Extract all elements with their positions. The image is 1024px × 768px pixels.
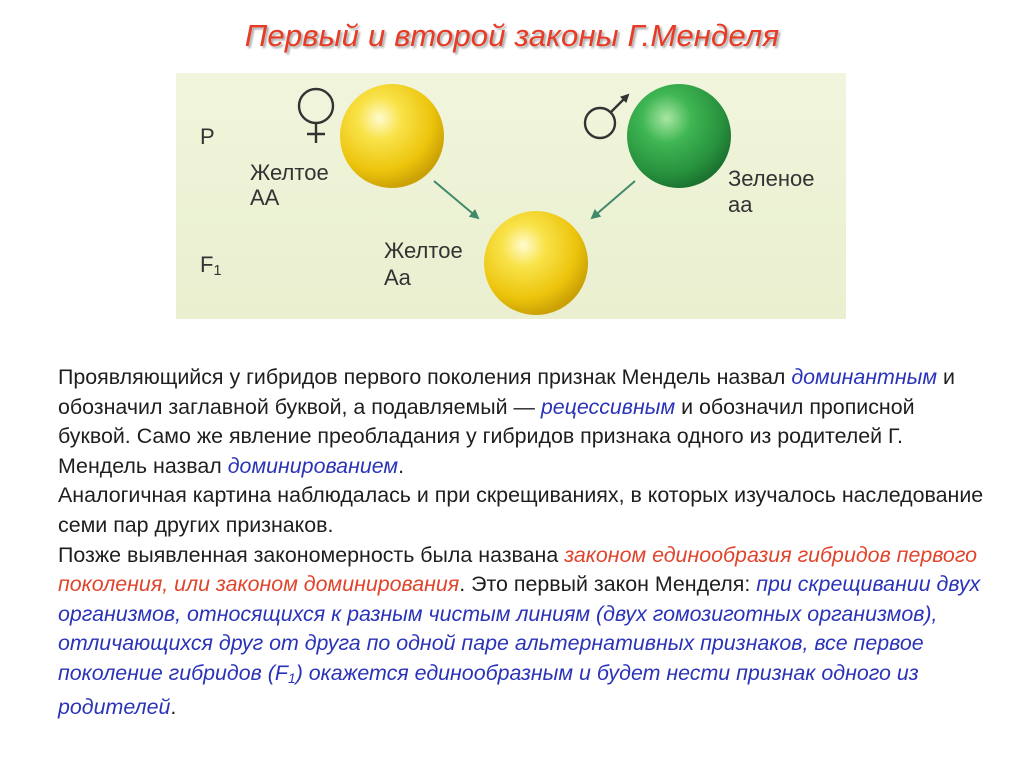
term-domination: доминированием bbox=[227, 453, 399, 478]
parent-right-genotype: aa bbox=[728, 192, 753, 217]
yellow-pea-parent bbox=[340, 84, 444, 188]
arrow-left-to-child bbox=[434, 181, 478, 218]
row-label-f1: $F_1$ bbox=[200, 252, 222, 279]
paragraph-first-law: Позже выявленная закономерность была названа законом единообразия гибридов первого поколения, или законом доминирования. Это первый закон Менделя: при скрещивании двух организмов, относящихся к разным чистым линиям (двух гомозиготных организмов), отличающихся друг от друга по одной паре альтернативных признаков, все первое поколение гибридов $(F_1)$ окажется единообразным и будет нести признак одного из родителей. bbox=[58, 542, 981, 720]
yellow-pea-hybrid bbox=[484, 211, 588, 315]
male-symbol-icon bbox=[585, 95, 628, 138]
parent-right-name: Зеленое bbox=[728, 166, 815, 191]
paragraph-dominance: Проявляющийся у гибридов первого поколения признак Мендель назвал доминантным и обозначил заглавной буквой, а подавляемый — рецессивным и обозначил прописной буквой. Само же явление преобладания у гибридов признака одного из родителей Г. Мендель назвал доминированием. bbox=[58, 365, 955, 478]
term-dominant: доминантным bbox=[791, 365, 938, 389]
first-law-statement: при скрещивании двух организмов, относящихся к разным чистым линиям (двух гомозиготных организмов), отличающихся друг от друга по одной паре альтернативных признаков, все первое поколение гибридов $(F_1)$ окажется единообразным и будет нести признак одного из родителей bbox=[58, 572, 981, 720]
female-symbol-icon bbox=[299, 89, 333, 143]
parent-left-name: Желтое bbox=[250, 160, 329, 185]
term-recessive: рецессивным bbox=[540, 394, 676, 419]
arrow-right-to-child bbox=[592, 181, 635, 218]
slide-title: Первый и второй законы Г.Менделя bbox=[244, 18, 780, 53]
child-name: Желтое bbox=[384, 238, 463, 263]
row-label-parents: P bbox=[200, 124, 215, 149]
green-pea-parent bbox=[627, 84, 731, 188]
body-text bbox=[38, 363, 988, 723]
parent-left-genotype: AA bbox=[250, 185, 280, 210]
term-law-of-uniformity: законом единообразия гибридов первого поколения, или законом доминирования bbox=[58, 542, 978, 597]
cross-diagram bbox=[176, 73, 846, 319]
paragraph-seven-pairs: Аналогичная картина наблюдалась и при скрещиваниях, в которых изучалось наследование семи пар других признаков. bbox=[58, 483, 984, 537]
child-genotype: Aa bbox=[384, 265, 411, 290]
